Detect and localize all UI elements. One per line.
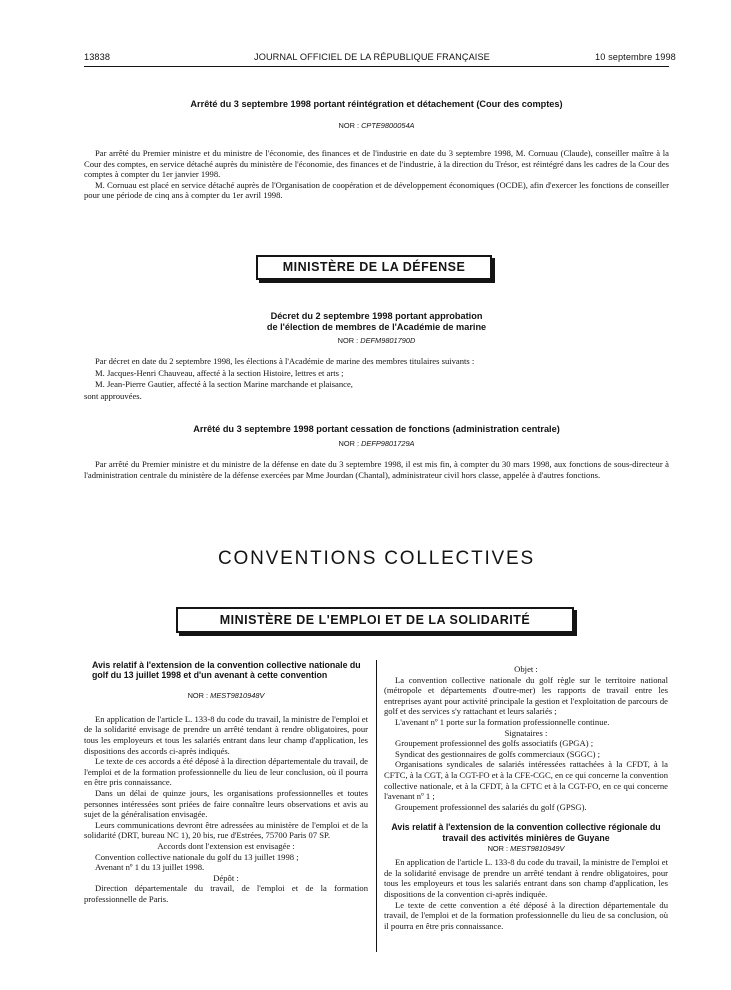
paragraph: Direction départementale du travail, de l'emploi et de la formation professionnelle de Paris. (84, 883, 368, 904)
paragraph: M. Cornuau est placé en service détaché auprès de l'Organisation de coopération et de développement économiques (OCDE), afin d'exercer les fonctions de conseiller pour une période de cinq ans à compter du 1er avril 1998. (84, 179, 669, 201)
list-item: Organisations syndicales de salariés intéressées rattachées à la CFDT, à la CFTC, à la CGT, à la CGT-FO et à la CFE-CGC, en ce qui concerne la convention collective nationale, et à la CFDT, à la CFTC et à la CGT-FO, en ce qui concerne l'avenant nº 1 ; (384, 759, 668, 802)
header-rule (84, 66, 669, 67)
header-date: 10 septembre 1998 (595, 52, 676, 62)
list-item: Syndicat des gestionnaires de golfs commerciaux (SGGC) ; (395, 748, 601, 759)
paragraph: Par décret en date du 2 septembre 1998, les élections à l'Académie de marine des membres titulaires suivants : (95, 356, 475, 366)
page-number: 13838 (84, 52, 111, 62)
arrete-cour-comptes-body (84, 148, 669, 201)
avis-mines-body (384, 857, 668, 931)
list-item: Groupement professionnel des golfs associatifs (GPGA) ; (395, 738, 594, 749)
conventions-heading: CONVENTIONS COLLECTIVES (218, 548, 535, 569)
signataires-heading: Signataires : (504, 727, 548, 738)
paragraph: sont approuvées. (84, 390, 142, 401)
arrete-cour-comptes-title: Arrêté du 3 septembre 1998 portant réintégration et détachement (Cour des comptes) (190, 99, 563, 109)
arrete-cour-comptes-nor: NOR : CPTE9800054A (338, 121, 415, 130)
paragraph: En application de l'article L. 133-8 du code du travail, la ministre de l'emploi et de la solidarité envisage de prendre un arrêté tendant à rendre obligatoires, pour tous les employeurs et tous les salariés entrant dans son champ d'application, les dispositions de la convention ci-après indiquée. (384, 857, 668, 899)
accords-heading: Accords dont l'extension est envisagée : (157, 840, 295, 851)
paragraph: M. Jacques-Henri Chauveau, affecté à la section Histoire, lettres et arts ; (95, 367, 344, 378)
ministere-emploi-heading: MINISTÈRE DE L'EMPLOI ET DE LA SOLIDARITÉ (176, 607, 574, 633)
list-item: Avenant nº 1 du 13 juillet 1998. (95, 862, 205, 873)
paragraph: Le texte de ces accords a été déposé à la direction départementale du travail, de l'emploi et de la formation professionnelle du lieu de leur conclusion, où il pourra en être pris connaissance. (84, 756, 368, 788)
left-column (84, 660, 368, 905)
avis-golf-title: Avis relatif à l'extension de la convention collective nationale du golf du 13 juillet 1998 et d'un avenant à cette convention (92, 660, 361, 681)
list-item: Convention collective nationale du golf du 13 juillet 1998 ; (95, 851, 299, 862)
decret-academie-nor: NOR : DEFM9801790D (337, 336, 416, 345)
arrete-cessation-nor: NOR : DEFP9801729A (338, 439, 415, 448)
paragraph: En application de l'article L. 133-8 du code du travail, la ministre de l'emploi et de la solidarité envisage de prendre un arrêté tendant à rendre obligatoires, pour tous les employeurs et tous les salariés entrant dans leur champ d'application, les dispositions des accords ci-après indiqués. (84, 713, 368, 756)
avis-golf-objet (384, 664, 668, 812)
avis-golf-nor: NOR : MEST9810948V (187, 690, 265, 700)
paragraph: Par arrêté du Premier ministre et du ministre de l'économie, des finances et de l'industrie en date du 3 septembre 1998, M. Cornuau (Claude), conseiller maître à la Cour des comptes, en service détaché auprès du ministère de l'économie, des finances et de l'industrie, à la direction du Trésor, est réintégré dans les cadres de la Cour des comptes à compter du 1er janvier 1998. (84, 148, 669, 180)
objet-heading: Objet : (514, 664, 538, 674)
decret-academie-title: Décret du 2 septembre 1998 portant approbation de l'élection de membres de l'Académie de marine (266, 311, 487, 332)
arrete-cessation-title: Arrêté du 3 septembre 1998 portant cessation de fonctions (administration centrale) (193, 424, 560, 434)
journal-title: JOURNAL OFFICIEL DE LA RÉPUBLIQUE FRANÇAISE (254, 52, 490, 62)
paragraph: La convention collective nationale du golf règle sur le territoire national (métropole et départements d'outre-mer) les rapports de travail entre les entreprises ayant pour activité principale la gestion et l'exploitation de parcours de golf et des services s'y rattachant et leurs salariés ; (384, 674, 668, 717)
paragraph: Par arrêté du Premier ministre et du ministre de la défense en date du 3 septembre 1998, il est mis fin, à compter du 30 mars 1998, aux fonctions de sous-directeur à l'administration centrale du ministère de la défense exercées par Mme Jourdan (Chantal), administrateur civil hors classe, appelée à d'autres fonctions. (84, 459, 669, 480)
paragraph: L'avenant nº 1 porte sur la formation professionnelle continue. (395, 716, 610, 727)
paragraph: Dans un délai de quinze jours, les organisations professionnelles et toutes personnes intéressées sont priées de faire connaître leurs observations et avis au sujet de la généralisation envisagée. (84, 787, 368, 820)
depot-heading: Dépôt : (213, 872, 239, 883)
list-item: Groupement professionnel des salariés du golf (GPSG). (395, 801, 587, 812)
decret-academie-body (84, 356, 669, 402)
arrete-cessation-body (84, 459, 669, 480)
right-column (384, 664, 668, 931)
paragraph: M. Jean-Pierre Gautier, affecté à la section Marine marchande et plaisance, (95, 379, 353, 390)
avis-mines-title: Avis relatif à l'extension de la convention collective régionale du travail des activités minières de Guyane (391, 822, 661, 843)
paragraph: Le texte de cette convention a été déposé à la direction départementale du travail, de l'emploi et de la formation professionnelle du lieu de sa conclusion, où il pourra en être pris connaissance. (384, 899, 668, 931)
avis-mines-nor: NOR : MEST9810949V (487, 844, 565, 854)
paragraph: Leurs communications devront être adressées au ministère de l'emploi et de la solidarité (DRT, bureau NC 1), 20 bis, rue d'Estrées, 75700 Paris 07 SP. (84, 819, 368, 841)
ministere-defense-heading: MINISTÈRE DE LA DÉFENSE (256, 255, 492, 280)
column-rule (376, 660, 377, 952)
avis-golf-body (84, 714, 368, 905)
